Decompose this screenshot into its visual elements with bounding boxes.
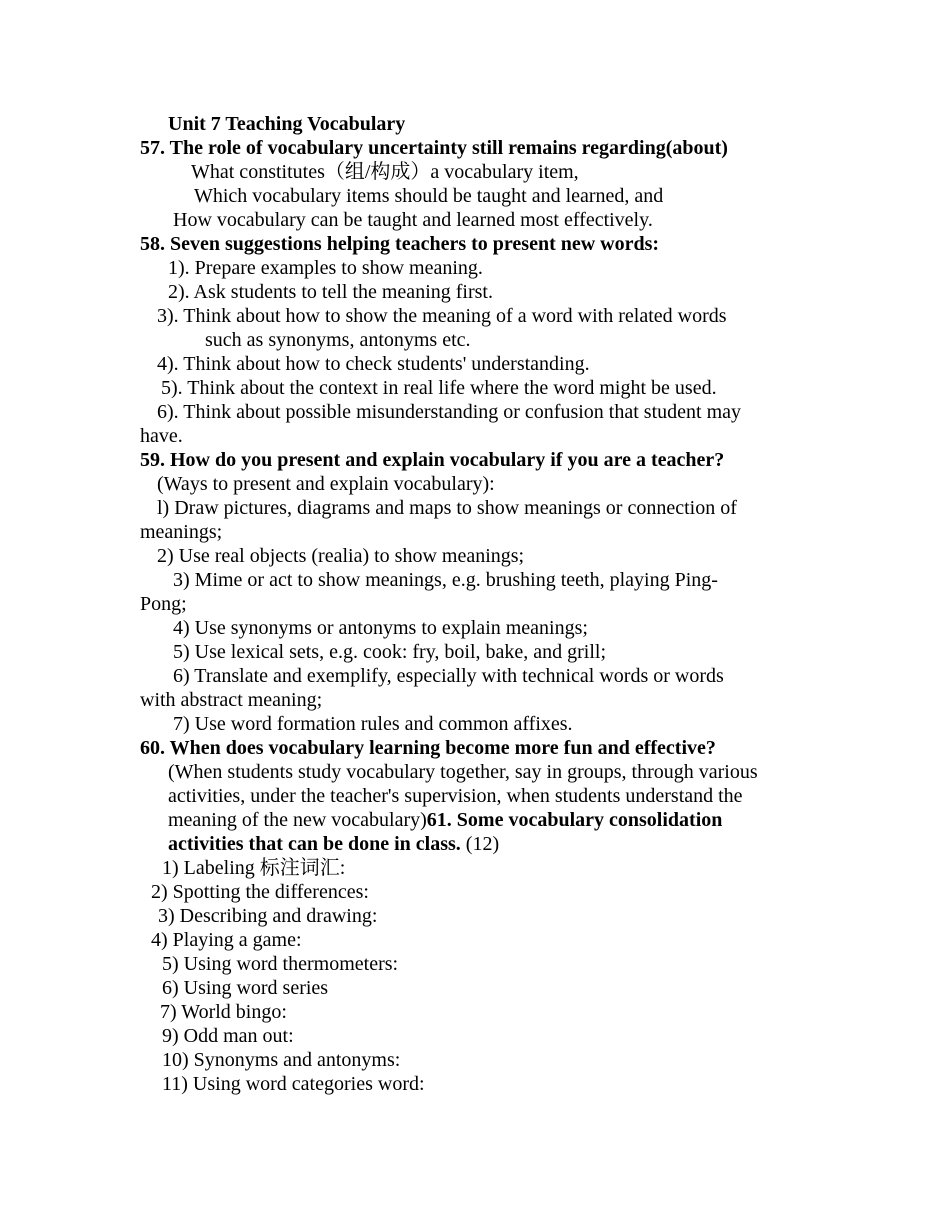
- q60-last-line: [168, 808, 722, 832]
- q61-item: 4) Playing a game:: [151, 929, 302, 951]
- q61-item: 10) Synonyms and antonyms:: [162, 1049, 401, 1071]
- q61-heading-line: [168, 832, 499, 856]
- q59-line: 2) Use real objects (realia) to show meanings;: [157, 545, 525, 567]
- q61-item: 11) Using word categories word:: [162, 1073, 425, 1095]
- q61-item: 3) Describing and drawing:: [158, 905, 378, 927]
- q59-line: 5) Use lexical sets, e.g. cook: fry, boil, bake, and grill;: [173, 641, 607, 663]
- q59-line: l) Draw pictures, diagrams and maps to show meanings or connection of: [157, 497, 737, 519]
- q59-line: 4) Use synonyms or antonyms to explain meanings;: [173, 617, 588, 639]
- q57-line: Which vocabulary items should be taught and learned, and: [194, 185, 664, 207]
- q59-line: with abstract meaning;: [140, 689, 323, 711]
- q60-line-end: meaning of the new vocabulary): [168, 809, 427, 831]
- q58-line: 1). Prepare examples to show meaning.: [168, 257, 483, 279]
- q60-heading: 60. When does vocabulary learning become more fun and effective?: [140, 737, 716, 759]
- q57-line: How vocabulary can be taught and learned most effectively.: [173, 209, 653, 231]
- q57-line: What constitutes（组/构成）a vocabulary item,: [191, 161, 579, 183]
- q58-line: 3). Think about how to show the meaning of a word with related words: [157, 305, 727, 327]
- q61-item: 2) Spotting the differences:: [151, 881, 369, 903]
- q60-line: (When students study vocabulary together, say in groups, through various: [168, 761, 758, 783]
- q60-line: activities, under the teacher's supervision, when students understand the: [168, 785, 743, 807]
- q59-heading: 59. How do you present and explain vocabulary if you are a teacher?: [140, 449, 725, 471]
- q58-line: 5). Think about the context in real life where the word might be used.: [161, 377, 717, 399]
- q58-line: 2). Ask students to tell the meaning first.: [168, 281, 493, 303]
- q59-line: 6) Translate and exemplify, especially with technical words or words: [173, 665, 724, 687]
- q61-item: 1) Labeling 标注词汇:: [162, 857, 346, 879]
- q59-line: meanings;: [140, 521, 223, 543]
- q58-line: 6). Think about possible misunderstanding or confusion that student may: [157, 401, 742, 423]
- q58-line: have.: [140, 425, 183, 447]
- q59-line: 7) Use word formation rules and common affixes.: [173, 713, 573, 735]
- q61-item: 7) World bingo:: [160, 1001, 287, 1023]
- q61-heading-start: 61. Some vocabulary consolidation: [426, 809, 723, 831]
- q57-heading: 57. The role of vocabulary uncertainty still remains regarding(about): [140, 137, 728, 159]
- q61-heading-count: (12): [460, 833, 500, 855]
- q58-line: 4). Think about how to check students' understanding.: [157, 353, 590, 375]
- q61-heading-cont: activities that can be done in class.: [168, 833, 461, 855]
- q58-heading: 58. Seven suggestions helping teachers to present new words:: [140, 233, 660, 255]
- q59-line: 3) Mime or act to show meanings, e.g. brushing teeth, playing Ping-: [173, 569, 718, 591]
- q59-line: (Ways to present and explain vocabulary):: [157, 473, 495, 495]
- q59-line: Pong;: [140, 593, 187, 615]
- q58-line: such as synonyms, antonyms etc.: [205, 329, 471, 351]
- unit-title: Unit 7 Teaching Vocabulary: [168, 113, 406, 135]
- q61-item: 6) Using word series: [162, 977, 329, 999]
- q61-item: 9) Odd man out:: [162, 1025, 294, 1047]
- q61-item: 5) Using word thermometers:: [162, 953, 399, 975]
